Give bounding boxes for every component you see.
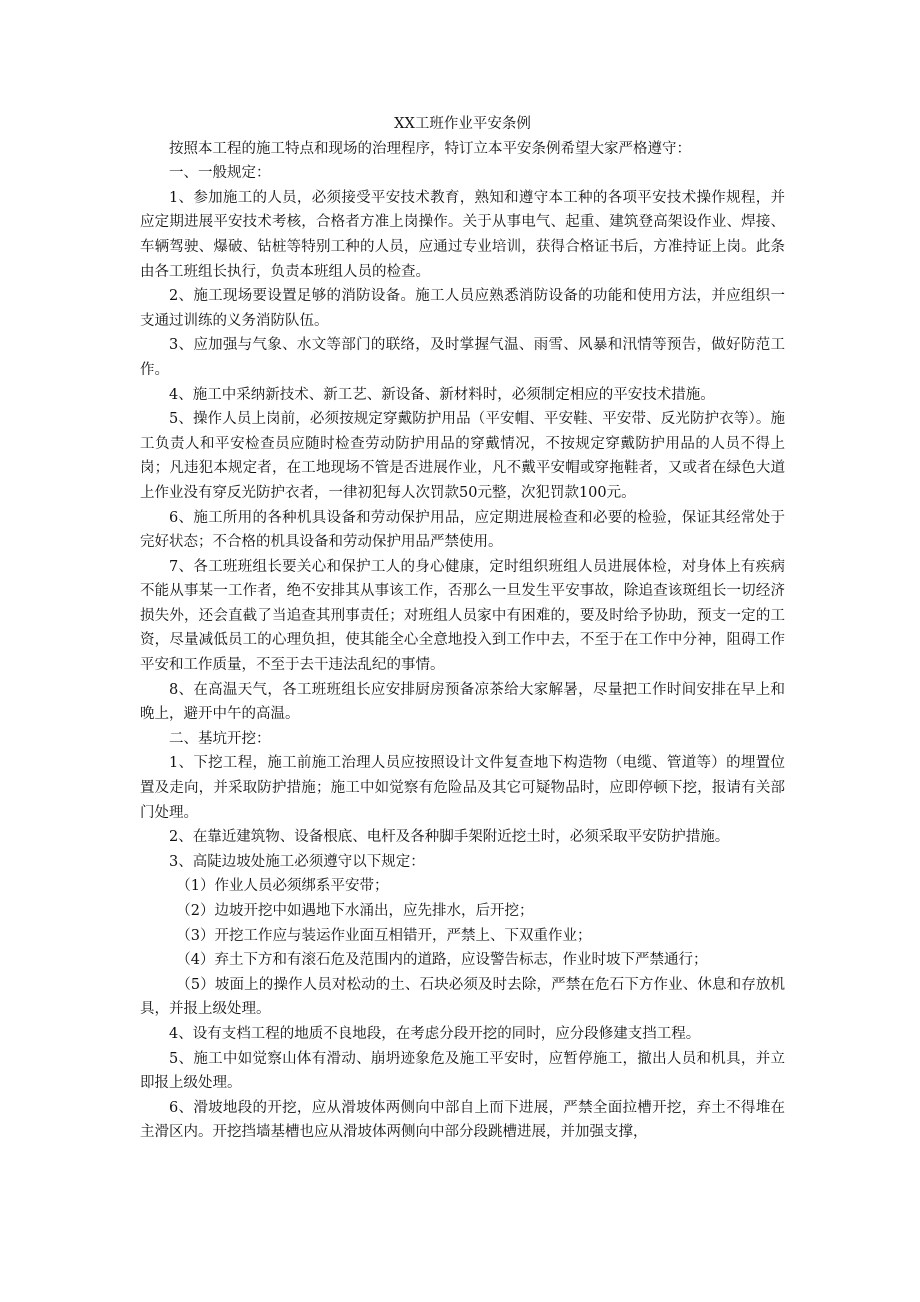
intro-paragraph: 按照本工程的施工特点和现场的治理程序，特订立本平安条例希望大家严格遵守：: [169, 140, 691, 157]
paragraph: 3、应加强与气象、水文等部门的联络，及时掌握气温、雨雪、风暴和汛情等预告，做好防范工作。: [140, 337, 785, 378]
paragraph: 4、设有支档工程的地质不良地段，在考虑分段开挖的同时，应分段修建支挡工程。: [169, 1025, 701, 1042]
paragraph: 1、参加施工的人员，必须接受平安技术教育，熟知和遵守本工种的各项平安技术操作规程，并应定期进展平安技术考核，合格者方准上岗操作。关于从事电气、起重、建筑登高架设作业、焊接、车辆驾驶、爆破、钻桩等特别工种的人员，应通过专业培训，获得合格证书后，方准持证上岗。此条由各工班组长执行，负责本班组人员的检查。: [140, 189, 785, 280]
paragraph: 3、高陡边坡处施工必须遵守以下规定：: [169, 853, 425, 870]
paragraph: 5、施工中如觉察山体有滑动、崩坍迹象危及施工平安时，应暂停施工，撤出人员和机具，并立即报上级处理。: [140, 1050, 785, 1092]
sub-item: （3）开挖工作应与装运作业面互相错开，严禁上、下双重作业；: [176, 927, 592, 944]
paragraph: 4、施工中采纳新技术、新工艺、新设备、新材料时，必须制定相应的平安技术措施。: [169, 386, 715, 403]
sub-item: （1）作业人员必须绑系平安带；: [176, 878, 389, 895]
paragraph: 2、施工现场要设置足够的消防设备。施工人员应熟悉消防设备的功能和使用方法，并应组织一支通过训练的义务消防队伍。: [140, 288, 785, 329]
paragraph: 1、下挖工程，施工前施工治理人员应按照设计文件复查地下构造物（电缆、管道等）的埋置位置及走向，并采取防护措施；施工中如觉察有危险品及其它可疑物品时，应即停顿下挖，报请有关部门处理。: [140, 755, 785, 821]
paragraph: 6、施工所用的各种机具设备和劳动保护用品，应定期进展检查和必要的检验，保证其经常处于完好状态；不合格的机具设备和劳动保护用品严禁使用。: [140, 509, 785, 551]
section-heading-excavation: 二、基坑开挖：: [169, 730, 271, 747]
section-heading-general: 一、一般规定：: [169, 165, 271, 182]
paragraph: 2、在靠近建筑物、设备根底、电杆及各种脚手架附近挖土时，必须采取平安防护措施。: [169, 829, 730, 846]
sub-item: （5）坡面上的操作人员对松动的土、石块必须及时去除，严禁在危石下方作业、休息和存放机具，并报上级处理。: [140, 976, 785, 1018]
paragraph: 8、在高温天气，各工班班组长应安排厨房预备凉茶给大家解暑，尽量把工作时间安排在早上和晚上，避开中午的高温。: [140, 681, 785, 723]
sub-item: （4）弃土下方和有滚石危及范围内的道路，应设警告标志，作业时坡下严禁通行；: [176, 952, 708, 969]
paragraph: 7、各工班班组长要关心和保护工人的身心健康，定时组织班组人员进展体检，对身体上有疾病不能从事某一工作者，绝不安排其从事该工作，否那么一旦发生平安事故，除追查该斑组长一切经济损失外，还会直截了当追查其刑事责任；对班组人员家中有困难的，要及时给予协助，预支一定的工资，尽量减低员工的心理负担，使其能全心全意地投入到工作中去，不至于在工作中分神，阻碍工作平安和工作质量，不至于去干违法乱纪的事情。: [140, 558, 785, 674]
paragraph: 5、操作人员上岗前，必须按规定穿戴防护用品（平安帽、平安鞋、平安带、反光防护衣等）。施工负责人和平安检查员应随时检查劳动防护用品的穿戴情况，不按规定穿戴防护用品的人员不得上岗；凡违犯本规定者，在工地现场不管是否进展作业，凡不戴平安帽或穿拖鞋者，又或者在绿色大道上作业没有穿反光防护衣者，一律初犯每人次罚款50元整，次犯罚款100元。: [140, 411, 785, 501]
paragraph: 6、滑坡地段的开挖，应从滑坡体两侧向中部自上而下进展，严禁全面拉槽开挖，弃土不得堆在主滑区内。开挖挡墙基槽也应从滑坡体两侧向中部分段跳槽进展，并加强支撑，: [140, 1099, 785, 1141]
sub-item: （2）边坡开挖中如遇地下水涌出，应先排水，后开挖；: [176, 903, 534, 919]
document-title: XX工班作业平安条例: [394, 116, 531, 132]
document-page: [140, 112, 785, 1145]
